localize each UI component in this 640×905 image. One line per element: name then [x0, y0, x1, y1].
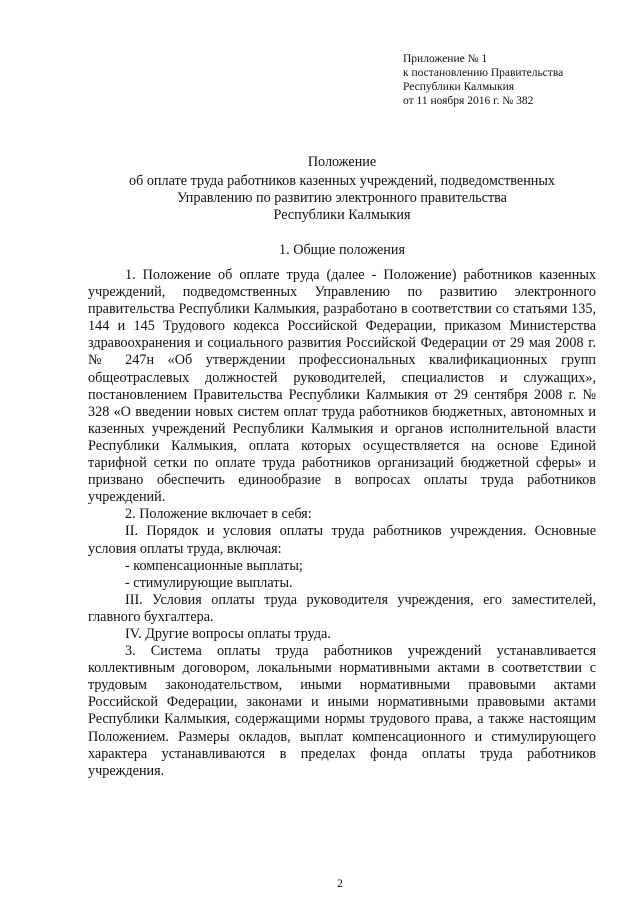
paragraph: 3. Система оплаты труда работников учреждений устанавливается коллективным договором, локальными нормативными актами в соответствии с трудовым законодательством, иными нормативными правовыми актами Российской Федерации, законами и иными нормативными правовыми актами Республики Калмыкия, содержащими нормы трудового права, а также настоящим Положением. Размеры окладов, выплат компенсационного и стимулирующего характера устанавливаются в пределах фонда оплаты труда работников учреждения.: [88, 643, 596, 779]
paragraph: 2. Положение включает в себя:: [125, 506, 312, 523]
page-number: 2: [337, 876, 343, 890]
list-item: - компенсационные выплаты;: [125, 557, 303, 574]
paragraph: IV. Другие вопросы оплаты труда.: [125, 625, 331, 642]
title-line: Республики Калмыкия: [273, 207, 411, 223]
document-body: [88, 267, 596, 780]
title-line: об оплате труда работников казенных учреждений, подведомственных: [128, 173, 556, 189]
appendix-line: Республики Калмыкия: [403, 81, 515, 93]
appendix-line: от 11 ноября 2016 г. № 382: [403, 95, 534, 107]
paragraph: II. Порядок и условия оплаты труда работников учреждения. Основные условия оплаты труда, включая:: [88, 523, 596, 557]
list-item: - стимулирующие выплаты.: [125, 574, 293, 591]
paragraph: 1. Положение об оплате труда (далее - Положение) работников казенных учреждений, подведомственных Управлению по развитию электронного правительства Республики Калмыкия, разработано в соответствии со статьями 135, 144 и 145 Трудового кодекса Российской Федерации, приказом Министерства здравоохранения и социального развития Российской Федерации от 29 мая 2008 г. № 247н «Об утверждении профессиональных квалификационных групп общеотраслевых должностей руководителей, специалистов и служащих», постановлением Правительства Республики Калмыкия от 29 сентября 2008 г. № 328 «О введении новых систем оплат труда работников бюджетных, автономных и казенных учреждений Республики Калмыкия и органов исполнительной власти Республики Калмыкия, оплата которых осуществляется на основе Единой тарифной сетки по оплате труда работников организаций бюджетной сферы» и призвано обеспечить единообразие в вопросах оплаты труда работников учреждений.: [88, 267, 596, 506]
document-title: [70, 154, 614, 224]
appendix-line: к постановлению Правительства: [403, 67, 564, 79]
appendix-line: Приложение № 1: [403, 53, 488, 65]
title-line: Положение: [307, 154, 377, 170]
section-heading: 1. Общие положения: [279, 242, 405, 258]
paragraph: III. Условия оплаты труда руководителя учреждения, его заместителей, главного бухгалтера.: [88, 591, 596, 625]
appendix-note: [403, 52, 628, 108]
title-line: Управлению по развитию электронного правительства: [177, 190, 507, 206]
